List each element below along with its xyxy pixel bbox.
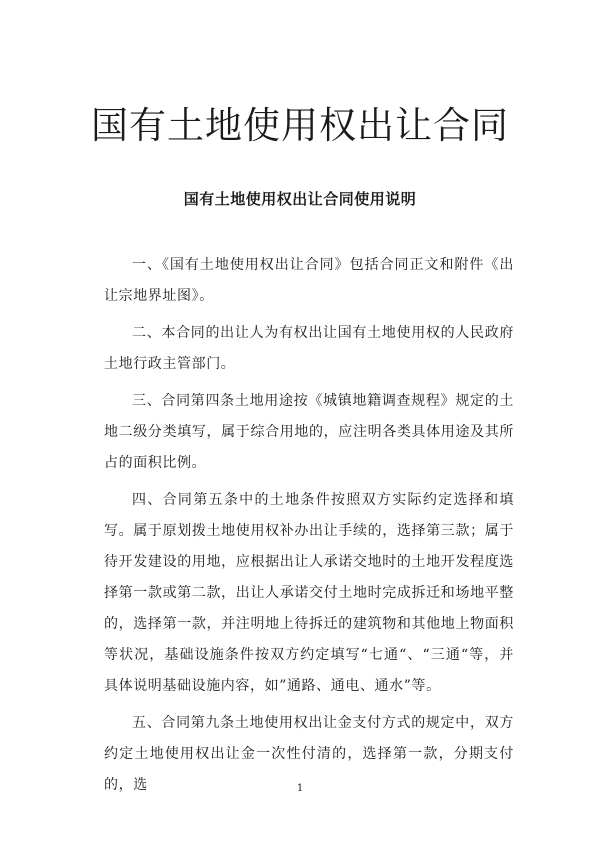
document-body bbox=[104, 250, 514, 807]
page-number: 1 bbox=[296, 783, 304, 794]
paragraph-3: 三、合同第四条土地用途按《城镇地籍调查规程》规定的土地二级分类填写，属于综合用地的，应注明各类具体用途及其所占的面积比例。 bbox=[104, 393, 514, 471]
paragraph-4: 四、合同第五条中的土地条件按照双方实际约定选择和填写。属于原划拨土地使用权补办出让手续的，选择第三款；属于待开发建设的用地，应根据出让人承诺交地时的土地开发程度选择第一款或第二款，出让人承诺交付土地时完成拆迁和场地平整的，选择第一款，并注明地上待拆迁的建筑物和其他地上物面积等状况，基础设施条件按双方约定填写“七通“、“三通“等，并具体说明基础设施内容，如”通路、通电、通水”等。 bbox=[104, 492, 514, 694]
paragraph-1: 一、《国有土地使用权出让合同》包括合同正文和附件《出让宗地界址图》。 bbox=[104, 257, 514, 304]
paragraph-5: 五、合同第九条土地使用权出让金支付方式的规定中，双方约定土地使用权出让金一次性付清的，选择第一款，分期支付的，选 bbox=[104, 715, 514, 793]
paragraph-2: 二、本合同的出让人为有权出让国有土地使用权的人民政府土地行政主管部门。 bbox=[104, 325, 514, 372]
document-title: 国有土地使用权出让合同 bbox=[91, 104, 509, 147]
document-subtitle: 国有土地使用权出让合同使用说明 bbox=[183, 190, 417, 208]
